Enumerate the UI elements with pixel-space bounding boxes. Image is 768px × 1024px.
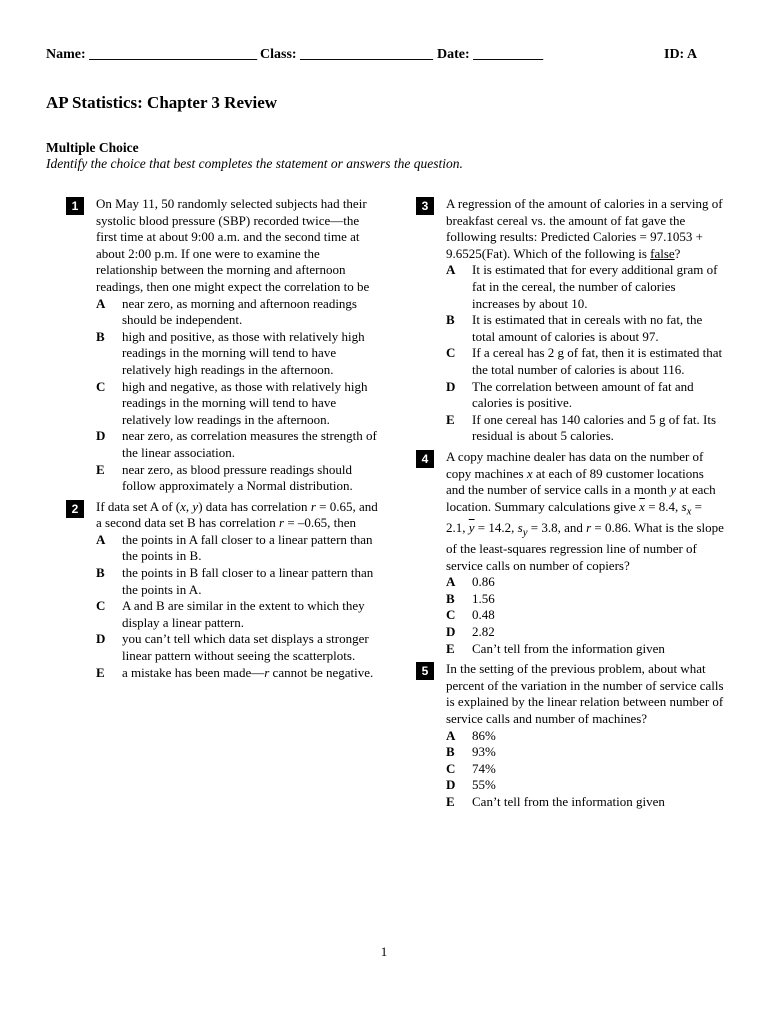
option-letter: B <box>446 590 455 606</box>
option-text: It is estimated that for every additional gram of fat in the cereal, the number of calories increases by about 10. <box>472 262 718 311</box>
option-letter: A <box>96 531 106 547</box>
answer-option-c[interactable] <box>96 379 378 429</box>
answer-option-e[interactable] <box>446 641 724 658</box>
answer-option-b[interactable] <box>446 312 724 345</box>
option-letter: A <box>446 262 456 278</box>
option-text: 93% <box>472 744 496 760</box>
answer-option-b[interactable] <box>96 565 378 598</box>
option-letter: D <box>446 624 456 640</box>
answer-option-c[interactable] <box>446 761 724 778</box>
answer-option-c[interactable] <box>446 345 724 378</box>
answer-option-d[interactable] <box>446 777 724 794</box>
option-text: a mistake has been made—r cannot be negative. <box>122 664 374 680</box>
option-text: near zero, as morning and afternoon readings should be independent. <box>122 295 357 328</box>
option-text: If one cereal has 140 calories and 5 g of fat. Its residual is about 5 calories. <box>472 411 717 444</box>
answer-option-c[interactable] <box>446 607 724 624</box>
right-column <box>421 196 724 815</box>
answer-option-a[interactable] <box>96 296 378 329</box>
option-text: Can’t tell from the information given <box>472 640 665 656</box>
option-letter: A <box>446 727 456 743</box>
option-text: you can’t tell which data set displays a stronger linear pattern without seeing the scatterplots. <box>122 631 369 664</box>
answer-option-b[interactable] <box>446 591 724 608</box>
option-letter: B <box>96 328 105 344</box>
option-letter: E <box>446 793 455 809</box>
option-text: It is estimated that in cereals with no fat, the total amount of calories is about 97. <box>472 312 703 344</box>
date-field-label: Date: __________ <box>437 47 544 62</box>
question-1 <box>71 196 378 495</box>
class-field-label: Class: ___________________ <box>260 47 434 62</box>
option-text: near zero, as blood pressure readings should follow approximately a Normal distribution. <box>122 461 353 494</box>
option-text: the points in A fall closer to a linear pattern than the points in B. <box>122 531 373 564</box>
question-number-badge: 4 <box>416 450 434 468</box>
option-text: A and B are similar in the extent to which they display a linear pattern. <box>122 598 365 630</box>
option-text: Can’t tell from the information given <box>472 793 665 809</box>
section-instruction: Identify the choice that best completes the statement or answers the question. <box>46 156 463 171</box>
option-letter: E <box>446 640 455 656</box>
answer-option-b[interactable] <box>446 744 724 761</box>
option-letter: D <box>96 631 106 647</box>
question-5 <box>421 661 724 810</box>
answer-option-d[interactable] <box>96 631 378 664</box>
option-text: If a cereal has 2 g of fat, then it is estimated that the total number of calories is about 116. <box>472 345 723 377</box>
answer-option-e[interactable] <box>446 412 724 445</box>
answer-option-d[interactable] <box>446 624 724 641</box>
option-letter: E <box>96 461 105 477</box>
option-letter: E <box>446 411 455 427</box>
question-stem: On May 11, 50 randomly selected subjects had their systolic blood pressure (SBP) recorded twice—the first time at about 9:00 a.m. and the second time at about 2:00 p.m. If one were to examine the relationship between the morning and afternoon readings, then one might expect the correlation to be <box>96 196 370 294</box>
question-stem: If data set A of (x, y) data has correlation r = 0.65, and a second data set B has correlation r = –0.65, then <box>96 498 378 531</box>
name-field-label: Name: ________________________ <box>46 47 258 62</box>
option-letter: D <box>96 428 106 444</box>
option-text: 2.82 <box>472 624 495 640</box>
option-letter: D <box>446 777 456 793</box>
option-letter: A <box>446 574 456 590</box>
option-text: high and positive, as those with relatively high readings in the morning will tend to have relatively high readings in the afternoon. <box>122 328 365 377</box>
answer-option-a[interactable] <box>446 574 724 591</box>
option-text: the points in B fall closer to a linear pattern than the points in A. <box>122 565 374 597</box>
question-number-badge: 5 <box>416 662 434 680</box>
page-title: AP Statistics: Chapter 3 Review <box>46 93 278 112</box>
option-letter: E <box>96 664 105 680</box>
option-text: 74% <box>472 760 496 776</box>
question-4 <box>421 448 724 657</box>
page-number: 1 <box>380 944 388 959</box>
answer-option-a[interactable] <box>446 728 724 745</box>
answer-option-b[interactable] <box>96 329 378 379</box>
option-text: 0.48 <box>472 607 495 623</box>
question-stem: A copy machine dealer has data on the number of copy machines x at each of 89 customer locations and the number of service calls in a month y at each location. Summary calculations give $\overline{x} = 8.4$, $s_x = 2.1$, $\overline{y} = 14.2$, $s_y = 3.8$, and r = 0.86. What is the slope of the least-squares regression line of number of service calls on number of copiers? <box>446 448 724 573</box>
option-letter: C <box>96 598 106 614</box>
option-letter: C <box>446 345 456 361</box>
test-id: ID: A <box>664 47 698 62</box>
answer-option-d[interactable] <box>96 428 378 461</box>
answer-option-c[interactable] <box>96 598 378 631</box>
option-letter: C <box>446 607 456 623</box>
answer-option-e[interactable] <box>96 462 378 495</box>
option-letter: D <box>446 378 456 394</box>
option-text: near zero, as correlation measures the strength of the linear association. <box>122 428 377 460</box>
answer-option-d[interactable] <box>446 379 724 412</box>
option-text: high and negative, as those with relatively high readings in the morning will tend to have relatively low readings in the afternoon. <box>122 378 368 427</box>
answer-option-a[interactable] <box>446 262 724 312</box>
question-stem: A regression of the amount of calories in a serving of breakfast cereal vs. the amount of fat gave the following results: Predicted Calories = 97.1053 + 9.6525(Fat). Which of the following is false? <box>446 196 723 261</box>
option-letter: C <box>446 760 456 776</box>
question-number-badge: 3 <box>416 197 434 215</box>
question-2 <box>71 498 378 682</box>
option-letter: C <box>96 378 106 394</box>
option-text: 1.56 <box>472 590 495 606</box>
option-text: 55% <box>472 777 496 793</box>
option-letter: B <box>446 744 455 760</box>
question-3 <box>421 196 724 445</box>
option-letter: A <box>96 295 106 311</box>
left-column <box>71 196 378 685</box>
option-letter: B <box>446 312 455 328</box>
question-number-badge: 1 <box>66 197 84 215</box>
option-text: The correlation between amount of fat and calories is positive. <box>472 378 694 411</box>
answer-option-a[interactable] <box>96 532 378 565</box>
question-stem: In the setting of the previous problem, about what percent of the variation in the number of service calls is explained by the linear relation between number of service calls and number of machines? <box>446 661 724 726</box>
section-heading: Multiple Choice <box>46 140 139 155</box>
option-letter: B <box>96 565 105 581</box>
answer-option-e[interactable] <box>96 665 378 682</box>
answer-option-e[interactable] <box>446 794 724 811</box>
option-text: 0.86 <box>472 574 495 590</box>
option-text: 86% <box>472 727 496 743</box>
question-number-badge: 2 <box>66 500 84 518</box>
